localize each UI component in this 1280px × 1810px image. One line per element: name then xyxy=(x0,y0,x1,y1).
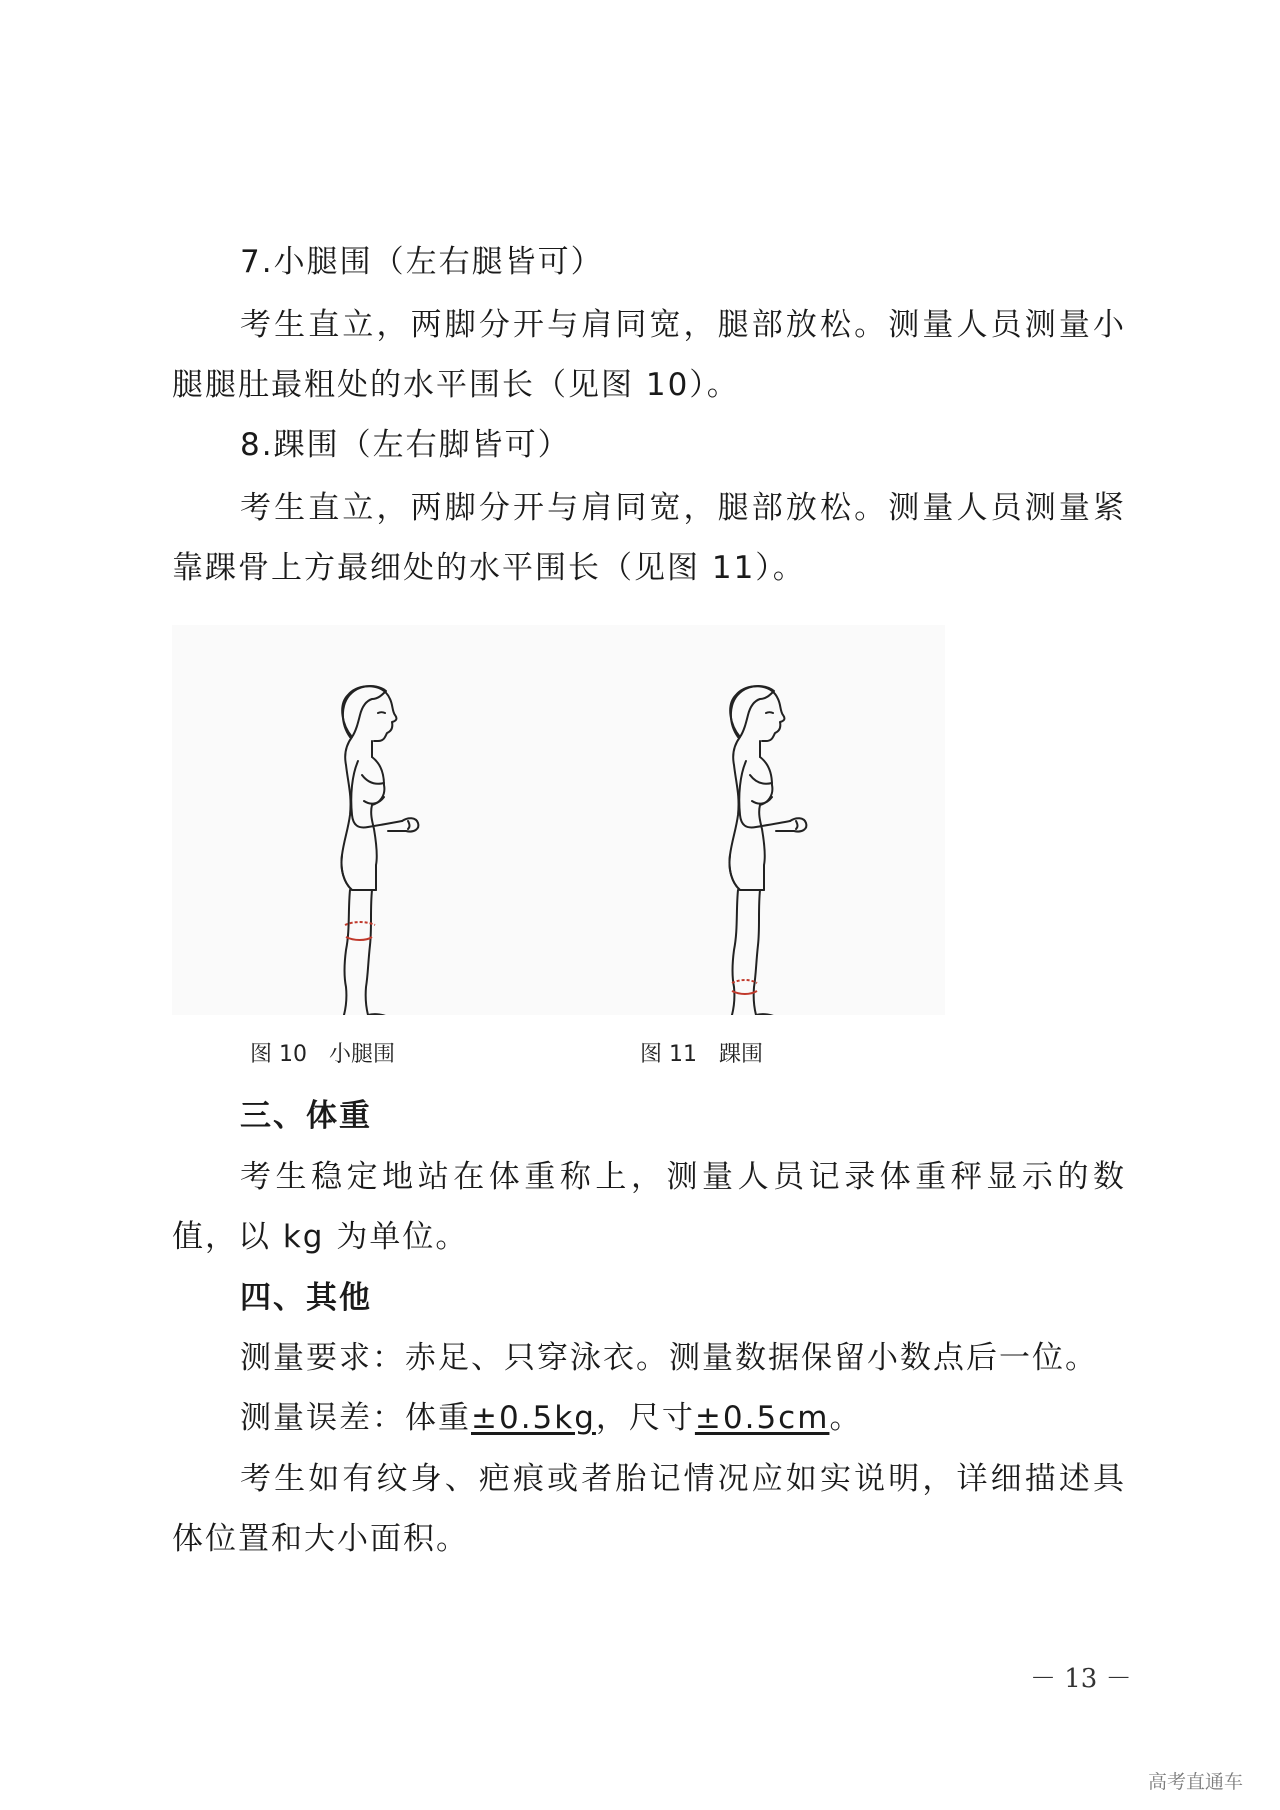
measurement-error-prefix: 测量误差：体重 xyxy=(240,1400,471,1436)
section-weight-text-line1: 考生稳定地站在体重称上，测量人员记录体重秤显示的数 xyxy=(240,1159,1126,1195)
figure-11-caption: 图 11 踝围 xyxy=(640,1042,763,1067)
measurement-error-size: ±0.5cm xyxy=(694,1400,830,1436)
figure-10-caption: 图 10 小腿围 xyxy=(250,1042,395,1067)
section-calf-text-line1: 考生直立，两脚分开与肩同宽，腿部放松。测量人员测量小 xyxy=(240,307,1126,343)
calf-measure-line xyxy=(346,937,372,940)
measurement-requirement: 测量要求：赤足、只穿泳衣。测量数据保留小数点后一位。 xyxy=(240,1340,1098,1376)
note-text-line2: 体位置和大小面积。 xyxy=(172,1521,469,1557)
page-number: － 13 － xyxy=(1030,1664,1132,1694)
figure-10-body xyxy=(341,686,418,1015)
figure-11-body xyxy=(729,686,806,1015)
section-ankle-text-line1: 考生直立，两脚分开与肩同宽，腿部放松。测量人员测量紧 xyxy=(240,490,1126,526)
note-text-line1: 考生如有纹身、疤痕或者胎记情况应如实说明，详细描述具 xyxy=(240,1461,1126,1497)
measurement-error-suffix: 。 xyxy=(829,1400,863,1436)
measurement-error-weight: ±0.5kg xyxy=(471,1400,596,1436)
figures-panel xyxy=(172,625,945,1015)
ankle-measure-dashed-line xyxy=(732,980,757,983)
watermark: 高考直通车 xyxy=(1148,1771,1244,1793)
section-calf-text-line2: 腿腿肚最粗处的水平围长（见图 10）。 xyxy=(172,367,740,403)
section-ankle-text-line2: 靠踝骨上方最细处的水平围长（见图 11）。 xyxy=(172,550,806,586)
section-ankle-heading: 8.踝围（左右脚皆可） xyxy=(240,427,571,463)
section-calf-heading: 7.小腿围（左右腿皆可） xyxy=(240,244,604,280)
section-weight-text-line2: 值，以 kg 为单位。 xyxy=(172,1219,469,1255)
section-other-heading: 四、其他 xyxy=(240,1280,372,1316)
section-weight-heading: 三、体重 xyxy=(240,1098,372,1134)
figures-svg xyxy=(172,625,945,1015)
measurement-error-middle: ，尺寸 xyxy=(595,1400,695,1436)
measurement-error xyxy=(240,1398,1200,1438)
